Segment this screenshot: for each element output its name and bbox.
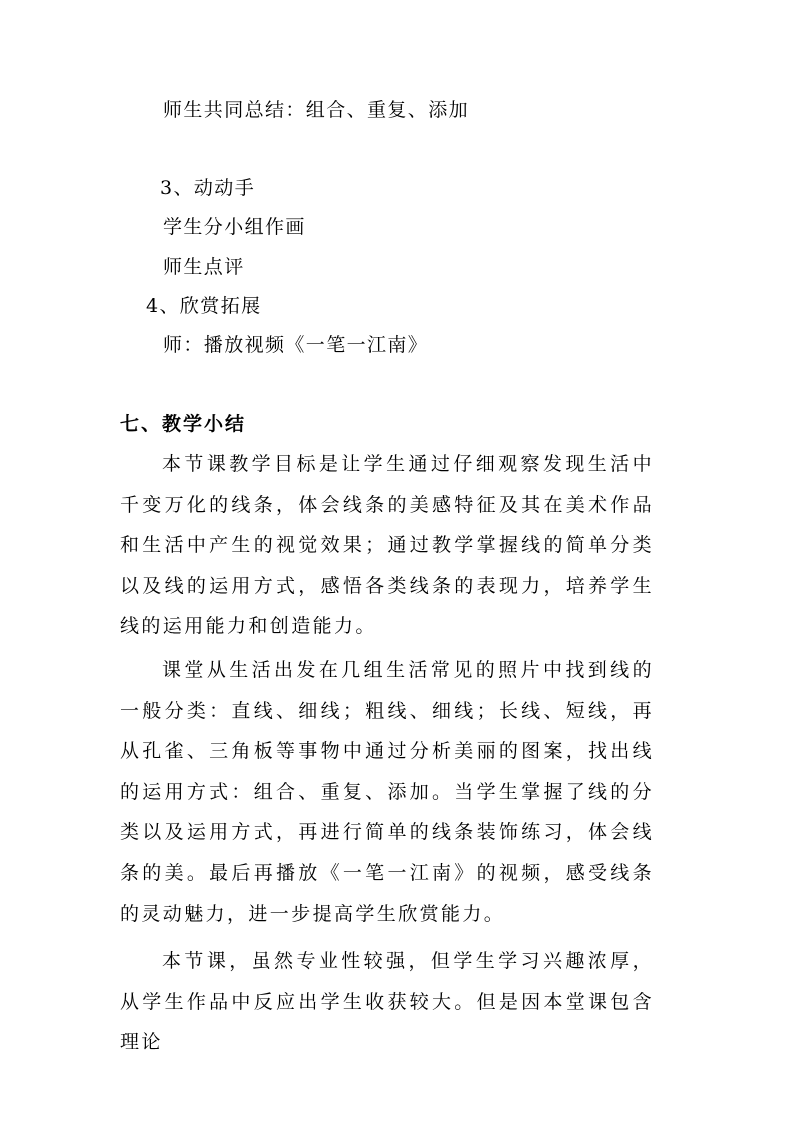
step3-title: 3、动动手 bbox=[160, 177, 256, 199]
section-heading: 七、教学小结 bbox=[120, 413, 247, 435]
paragraph-2: 课堂从生活出发在几组生活常见的照片中找到线的一般分类：直线、细线；粗线、细线；长线、短线，再从孔雀、三角板等事物中通过分析美丽的图案，找出线的运用方式：组合、重复、添加。当学生掌握了线的分类以及运用方式，再进行简单的线条装饰练习，体会线条的美。最后再播放《一笔一江南》的视频，感受线条的灵动魅力，进一步提高学生欣赏能力。 bbox=[120, 659, 654, 925]
paragraph-1: 本节课教学目标是让学生通过仔细观察发现生活中千变万化的线条，体会线条的美感特征及其在美术作品和生活中产生的视觉效果；通过教学掌握线的简单分类以及线的运用方式，感悟各类线条的表现力，培养学生线的运用能力和创造能力。 bbox=[120, 453, 654, 638]
summary-line: 师生共同总结：组合、重复、添加 bbox=[163, 99, 470, 121]
paragraph-3: 本节课，虽然专业性较强，但学生学习兴趣浓厚，从学生作品中反应出学生收获较大。但是因本堂课包含理论 bbox=[120, 950, 654, 1054]
step4-title: 4、欣赏拓展 bbox=[146, 295, 262, 317]
step4-item-1: 师：播放视频《一笔一江南》 bbox=[163, 334, 429, 356]
step3-item-2: 师生点评 bbox=[163, 256, 245, 278]
step3-item-1: 学生分小组作画 bbox=[163, 216, 306, 238]
